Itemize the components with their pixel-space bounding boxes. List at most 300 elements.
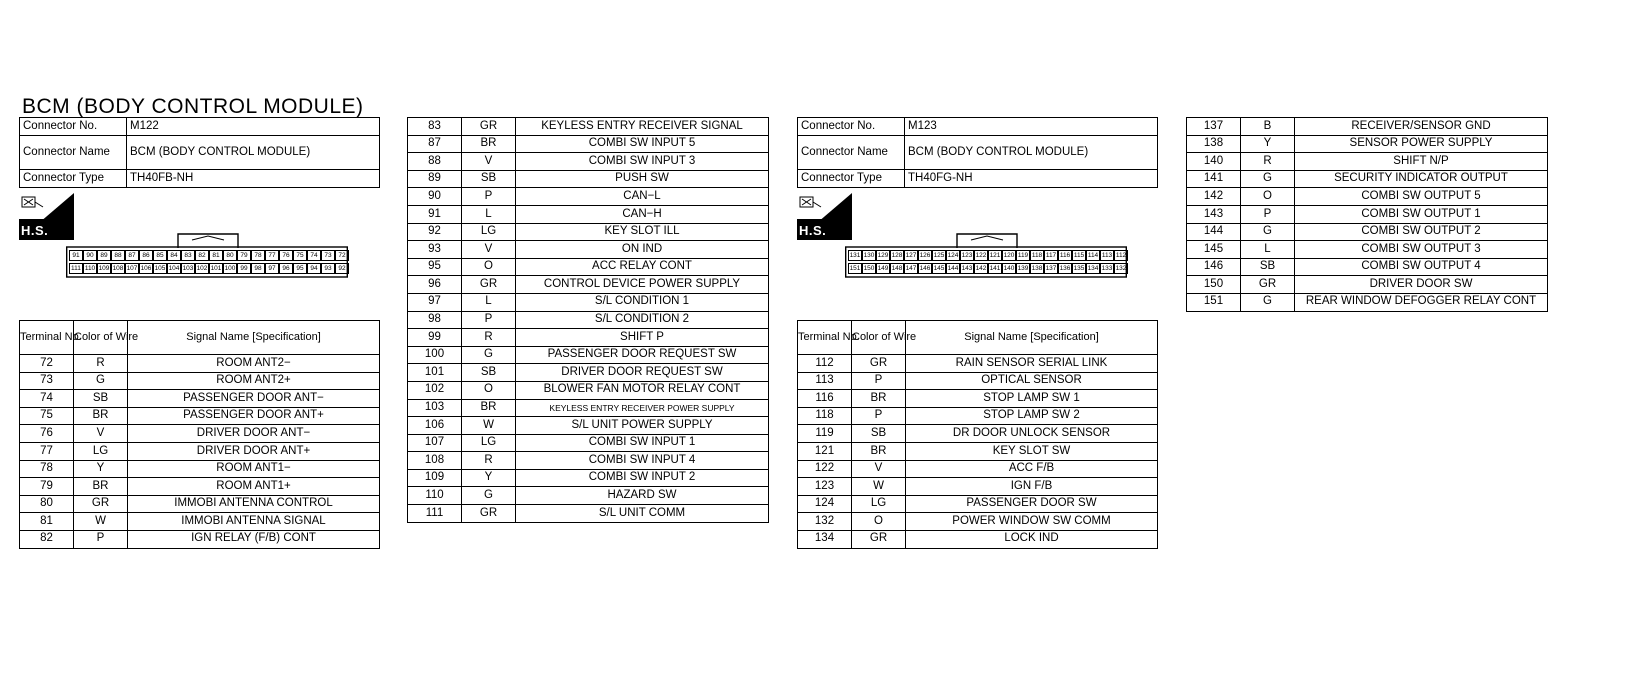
table-row <box>20 372 380 390</box>
pin-cavity: 101 <box>210 265 222 272</box>
terminal-cell: 81 <box>20 513 74 531</box>
terminal-cell: 142 <box>1187 188 1241 206</box>
pin-cavity: 117 <box>1045 252 1057 259</box>
pin-cavity: 97 <box>265 263 279 274</box>
table-row <box>1187 223 1548 241</box>
hs-logo-m123 <box>797 193 852 240</box>
table-row <box>20 495 380 513</box>
connector-no-row <box>798 118 1158 136</box>
wire-color-cell: GR <box>462 505 516 523</box>
connector-face-m123 <box>845 232 1127 278</box>
table-row <box>798 478 1158 496</box>
connector-name-value: BCM (BODY CONTROL MODULE) <box>905 136 1158 170</box>
table-row <box>408 293 769 311</box>
pin-cavity: 138 <box>1031 265 1043 272</box>
terminal-cell: 78 <box>20 460 74 478</box>
pin-cavity: 99 <box>237 263 251 274</box>
signal-cell: DR DOOR UNLOCK SENSOR <box>906 425 1158 443</box>
wire-color-cell: SB <box>1241 258 1295 276</box>
terminal-cell: 138 <box>1187 135 1241 153</box>
wire-color-cell: G <box>1241 170 1295 188</box>
table-row <box>408 205 769 223</box>
table-row <box>798 407 1158 425</box>
wire-color-cell: SB <box>462 170 516 188</box>
signal-cell: ACC F/B <box>906 460 1158 478</box>
pin-cavity: 125 <box>933 252 945 259</box>
terminal-cell: 93 <box>408 241 462 259</box>
wire-color-cell: V <box>74 425 128 443</box>
wire-color-cell: R <box>74 355 128 373</box>
pin-cavity: 96 <box>279 263 293 274</box>
connector-info-m123 <box>797 117 1158 188</box>
terminal-cell: 72 <box>20 355 74 373</box>
table-row <box>1187 241 1548 259</box>
wire-color-cell: Y <box>74 460 128 478</box>
connector-type-row <box>20 170 380 188</box>
terminal-cell: 100 <box>408 346 462 364</box>
signal-cell: ROOM ANT2− <box>128 355 380 373</box>
terminal-cell: 95 <box>408 258 462 276</box>
pin-cavity: 113 <box>1101 252 1113 259</box>
connector-name-label: Connector Name <box>20 136 127 170</box>
terminal-cell: 121 <box>798 442 852 460</box>
signal-cell: S/L CONDITION 1 <box>516 293 769 311</box>
pin-cavity: 118 <box>1031 252 1043 259</box>
wire-color-cell: GR <box>852 530 906 548</box>
pin-cavity: 84 <box>167 250 181 261</box>
pin-cavity: 103 <box>182 265 194 272</box>
signal-cell: PASSENGER DOOR ANT+ <box>128 407 380 425</box>
pin-cavity: 73 <box>321 250 335 261</box>
pin-cavity: 83 <box>181 250 195 261</box>
pin-cavity: 130 <box>863 252 875 259</box>
signal-cell: COMBI SW INPUT 1 <box>516 434 769 452</box>
wire-color-cell: P <box>1241 205 1295 223</box>
wire-color-cell: SB <box>74 390 128 408</box>
connector-row-bottom <box>69 263 349 274</box>
terminal-cell: 123 <box>798 478 852 496</box>
table-row <box>1187 135 1548 153</box>
hs-label: H.S. <box>21 223 49 238</box>
table-header <box>798 321 1158 355</box>
table-row <box>408 276 769 294</box>
pin-cavity: 126 <box>919 252 931 259</box>
table-row <box>1187 188 1548 206</box>
pin-cavity: 151 <box>849 265 861 272</box>
wire-color-cell: L <box>462 205 516 223</box>
terminal-cell: 132 <box>798 513 852 531</box>
pin-cavity: 72 <box>335 250 349 261</box>
pin-table-m122-a <box>19 320 380 549</box>
wire-color-cell: LG <box>74 442 128 460</box>
terminal-cell: 91 <box>408 205 462 223</box>
signal-cell: PASSENGER DOOR ANT− <box>128 390 380 408</box>
wire-color-cell: LG <box>462 223 516 241</box>
pin-cavity: 119 <box>1017 252 1029 259</box>
pin-cavity: 114 <box>1087 252 1099 259</box>
wire-color-cell: LG <box>852 495 906 513</box>
wire-color-cell: GR <box>852 355 906 373</box>
terminal-cell: 141 <box>1187 170 1241 188</box>
table-row <box>408 329 769 347</box>
signal-cell: KEYLESS ENTRY RECEIVER POWER SUPPLY <box>516 399 769 417</box>
wire-color-cell: R <box>462 329 516 347</box>
table-row <box>20 530 380 548</box>
table-row <box>20 478 380 496</box>
wire-color-cell: P <box>852 407 906 425</box>
table-row <box>1187 276 1548 294</box>
terminal-cell: 103 <box>408 399 462 417</box>
pin-cavity: 85 <box>153 250 167 261</box>
pin-cavity: 148 <box>891 265 903 272</box>
signal-cell: COMBI SW INPUT 5 <box>516 135 769 153</box>
connector-type-label: Connector Type <box>798 170 905 188</box>
connector-no-row <box>20 118 380 136</box>
table-row <box>1187 118 1548 136</box>
signal-cell: RAIN SENSOR SERIAL LINK <box>906 355 1158 373</box>
table-row <box>20 390 380 408</box>
table-row <box>1187 293 1548 311</box>
pin-cavity: 111 <box>69 263 83 274</box>
pin-cavity: 89 <box>97 250 111 261</box>
signal-cell: RECEIVER/SENSOR GND <box>1295 118 1548 136</box>
signal-cell: SHIFT P <box>516 329 769 347</box>
header-color: Color of Wire <box>852 321 906 355</box>
table-row <box>408 487 769 505</box>
table-row <box>408 311 769 329</box>
wire-color-cell: P <box>74 530 128 548</box>
terminal-cell: 151 <box>1187 293 1241 311</box>
signal-cell: KEY SLOT SW <box>906 442 1158 460</box>
pin-cavity: 78 <box>251 250 265 261</box>
wire-color-cell: P <box>852 372 906 390</box>
signal-cell: DRIVER DOOR REQUEST SW <box>516 364 769 382</box>
pin-cavity: 100 <box>224 265 236 272</box>
wire-color-cell: P <box>462 188 516 206</box>
pin-cavity: 74 <box>307 250 321 261</box>
signal-cell: COMBI SW INPUT 2 <box>516 469 769 487</box>
signal-cell: ACC RELAY CONT <box>516 258 769 276</box>
table-row <box>20 425 380 443</box>
wire-color-cell: SB <box>852 425 906 443</box>
hs-label: H.S. <box>799 223 827 238</box>
pin-cavity: 106 <box>140 265 152 272</box>
terminal-cell: 116 <box>798 390 852 408</box>
pin-cavity: 142 <box>975 265 987 272</box>
pin-cavity: 91 <box>69 250 83 261</box>
terminal-cell: 143 <box>1187 205 1241 223</box>
wire-color-cell: BR <box>74 478 128 496</box>
terminal-cell: 75 <box>20 407 74 425</box>
table-row <box>408 135 769 153</box>
signal-cell: COMBI SW OUTPUT 2 <box>1295 223 1548 241</box>
pin-cavity: 86 <box>139 250 153 261</box>
signal-cell: KEYLESS ENTRY RECEIVER SIGNAL <box>516 118 769 136</box>
terminal-cell: 140 <box>1187 153 1241 171</box>
signal-cell: ROOM ANT2+ <box>128 372 380 390</box>
table-row <box>20 460 380 478</box>
pin-cavity: 131 <box>849 252 861 259</box>
terminal-cell: 112 <box>798 355 852 373</box>
harness-icon <box>800 197 821 207</box>
terminal-cell: 99 <box>408 329 462 347</box>
pin-cavity: 146 <box>919 265 931 272</box>
table-row <box>408 505 769 523</box>
wire-color-cell: GR <box>1241 276 1295 294</box>
wire-color-cell: SB <box>462 364 516 382</box>
terminal-cell: 80 <box>20 495 74 513</box>
signal-cell: S/L CONDITION 2 <box>516 311 769 329</box>
header-signal: Signal Name [Specification] <box>128 321 380 355</box>
pin-cavity: 149 <box>877 265 889 272</box>
connector-row-bottom <box>848 263 1128 274</box>
connector-type-label: Connector Type <box>20 170 127 188</box>
terminal-cell: 79 <box>20 478 74 496</box>
terminal-cell: 150 <box>1187 276 1241 294</box>
connector-type-value: TH40FB-NH <box>127 170 380 188</box>
table-row <box>408 381 769 399</box>
table-row <box>798 513 1158 531</box>
wire-color-cell: O <box>462 381 516 399</box>
pin-cavity: 105 <box>154 265 166 272</box>
signal-cell: PASSENGER DOOR REQUEST SW <box>516 346 769 364</box>
signal-cell: ON IND <box>516 241 769 259</box>
terminal-cell: 88 <box>408 153 462 171</box>
table-row <box>1187 258 1548 276</box>
terminal-cell: 102 <box>408 381 462 399</box>
header-color: Color of Wire <box>74 321 128 355</box>
signal-cell: POWER WINDOW SW COMM <box>906 513 1158 531</box>
terminal-cell: 107 <box>408 434 462 452</box>
signal-cell: COMBI SW OUTPUT 4 <box>1295 258 1548 276</box>
table-row <box>408 434 769 452</box>
wire-color-cell: BR <box>852 390 906 408</box>
signal-cell: BLOWER FAN MOTOR RELAY CONT <box>516 381 769 399</box>
connector-type-row <box>798 170 1158 188</box>
table-row <box>20 442 380 460</box>
signal-cell: IMMOBI ANTENNA SIGNAL <box>128 513 380 531</box>
terminal-cell: 108 <box>408 452 462 470</box>
terminal-cell: 73 <box>20 372 74 390</box>
signal-cell: S/L UNIT COMM <box>516 505 769 523</box>
table-row <box>1187 205 1548 223</box>
table-row <box>20 355 380 373</box>
pin-cavity: 79 <box>237 250 251 261</box>
header-terminal: Terminal No. <box>798 321 852 355</box>
connector-row-top <box>69 250 349 261</box>
signal-cell: LOCK IND <box>906 530 1158 548</box>
terminal-cell: 106 <box>408 417 462 435</box>
signal-cell: PASSENGER DOOR SW <box>906 495 1158 513</box>
pin-cavity: 144 <box>947 265 959 272</box>
pin-cavity: 143 <box>961 265 973 272</box>
pin-cavity: 133 <box>1101 265 1113 272</box>
table-row <box>20 513 380 531</box>
pin-table-m122-b <box>407 117 769 523</box>
signal-cell: KEY SLOT ILL <box>516 223 769 241</box>
terminal-cell: 96 <box>408 276 462 294</box>
terminal-cell: 82 <box>20 530 74 548</box>
wire-color-cell: W <box>74 513 128 531</box>
wire-color-cell: GR <box>74 495 128 513</box>
terminal-cell: 110 <box>408 487 462 505</box>
signal-cell: COMBI SW INPUT 3 <box>516 153 769 171</box>
connector-no-value: M122 <box>127 118 380 136</box>
pin-cavity: 116 <box>1059 252 1071 259</box>
signal-cell: ROOM ANT1− <box>128 460 380 478</box>
wire-color-cell: BR <box>462 135 516 153</box>
terminal-cell: 87 <box>408 135 462 153</box>
table-row <box>798 460 1158 478</box>
terminal-cell: 97 <box>408 293 462 311</box>
terminal-cell: 119 <box>798 425 852 443</box>
table-row <box>798 442 1158 460</box>
terminal-cell: 109 <box>408 469 462 487</box>
table-row <box>408 223 769 241</box>
terminal-cell: 122 <box>798 460 852 478</box>
pin-cavity: 128 <box>891 252 903 259</box>
terminal-cell: 124 <box>798 495 852 513</box>
pin-cavity: 80 <box>223 250 237 261</box>
signal-cell: STOP LAMP SW 1 <box>906 390 1158 408</box>
signal-cell: ROOM ANT1+ <box>128 478 380 496</box>
pin-cavity: 137 <box>1045 265 1057 272</box>
connector-face-m122 <box>66 232 348 278</box>
wire-color-cell: Y <box>1241 135 1295 153</box>
pin-cavity: 110 <box>84 265 96 272</box>
table-row <box>798 355 1158 373</box>
pin-cavity: 92 <box>335 263 349 274</box>
table-row <box>408 417 769 435</box>
terminal-cell: 134 <box>798 530 852 548</box>
table-row <box>1187 170 1548 188</box>
pin-cavity: 112 <box>1115 252 1127 259</box>
wire-color-cell: R <box>462 452 516 470</box>
connector-no-value: M123 <box>905 118 1158 136</box>
terminal-cell: 98 <box>408 311 462 329</box>
wire-color-cell: GR <box>462 276 516 294</box>
terminal-cell: 92 <box>408 223 462 241</box>
table-row <box>408 170 769 188</box>
pin-cavity: 93 <box>321 263 335 274</box>
pin-cavity: 76 <box>279 250 293 261</box>
pin-cavity: 121 <box>989 252 1001 259</box>
pin-cavity: 81 <box>209 250 223 261</box>
pin-cavity: 87 <box>125 250 139 261</box>
wire-color-cell: L <box>1241 241 1295 259</box>
signal-cell: PUSH SW <box>516 170 769 188</box>
signal-cell: SECURITY INDICATOR OUTPUT <box>1295 170 1548 188</box>
pin-cavity: 108 <box>112 265 124 272</box>
table-row <box>20 407 380 425</box>
wire-color-cell: R <box>1241 153 1295 171</box>
pin-cavity: 135 <box>1073 265 1085 272</box>
signal-cell: COMBI SW INPUT 4 <box>516 452 769 470</box>
table-row <box>798 495 1158 513</box>
signal-cell: SHIFT N/P <box>1295 153 1548 171</box>
signal-cell: CAN−L <box>516 188 769 206</box>
connector-type-value: TH40FG-NH <box>905 170 1158 188</box>
table-row <box>408 153 769 171</box>
wire-color-cell: BR <box>462 399 516 417</box>
wire-color-cell: O <box>462 258 516 276</box>
terminal-cell: 144 <box>1187 223 1241 241</box>
table-row <box>798 425 1158 443</box>
pin-cavity: 129 <box>877 252 889 259</box>
pin-cavity: 88 <box>111 250 125 261</box>
wire-color-cell: W <box>462 417 516 435</box>
pin-cavity: 115 <box>1073 252 1085 259</box>
wire-color-cell: V <box>852 460 906 478</box>
terminal-cell: 77 <box>20 442 74 460</box>
pin-cavity: 124 <box>947 252 959 259</box>
wire-color-cell: BR <box>74 407 128 425</box>
table-row <box>408 399 769 417</box>
wire-color-cell: G <box>74 372 128 390</box>
terminal-cell: 111 <box>408 505 462 523</box>
signal-cell: CONTROL DEVICE POWER SUPPLY <box>516 276 769 294</box>
wire-color-cell: LG <box>462 434 516 452</box>
table-row <box>408 241 769 259</box>
signal-cell: COMBI SW OUTPUT 1 <box>1295 205 1548 223</box>
pin-cavity: 147 <box>905 265 917 272</box>
signal-cell: IGN F/B <box>906 478 1158 496</box>
table-row <box>798 530 1158 548</box>
wire-color-cell: B <box>1241 118 1295 136</box>
pin-cavity: 136 <box>1059 265 1071 272</box>
wire-color-cell: W <box>852 478 906 496</box>
signal-cell: COMBI SW OUTPUT 3 <box>1295 241 1548 259</box>
pin-cavity: 109 <box>98 265 110 272</box>
table-row <box>408 364 769 382</box>
terminal-cell: 118 <box>798 407 852 425</box>
wire-color-cell: GR <box>462 118 516 136</box>
signal-cell: IGN RELAY (F/B) CONT <box>128 530 380 548</box>
wire-color-cell: O <box>852 513 906 531</box>
terminal-cell: 89 <box>408 170 462 188</box>
wire-color-cell: G <box>462 487 516 505</box>
wire-color-cell: L <box>462 293 516 311</box>
pin-cavity: 120 <box>1003 252 1015 259</box>
pin-cavity: 132 <box>1115 265 1127 272</box>
wire-color-cell: V <box>462 241 516 259</box>
terminal-cell: 101 <box>408 364 462 382</box>
terminal-cell: 74 <box>20 390 74 408</box>
pin-cavity: 145 <box>933 265 945 272</box>
pin-cavity: 134 <box>1087 265 1099 272</box>
connector-name-label: Connector Name <box>798 136 905 170</box>
wire-color-cell: V <box>462 153 516 171</box>
pin-cavity: 139 <box>1017 265 1029 272</box>
signal-cell: CAN−H <box>516 205 769 223</box>
wire-color-cell: BR <box>852 442 906 460</box>
signal-cell: DRIVER DOOR SW <box>1295 276 1548 294</box>
terminal-cell: 113 <box>798 372 852 390</box>
harness-icon <box>22 197 43 207</box>
terminal-cell: 76 <box>20 425 74 443</box>
wire-color-cell: G <box>462 346 516 364</box>
connector-row-top <box>848 250 1128 261</box>
table-row <box>408 258 769 276</box>
pin-cavity: 127 <box>905 252 917 259</box>
connector-info-m122 <box>19 117 380 188</box>
table-row <box>798 390 1158 408</box>
header-terminal: Terminal No. <box>20 321 74 355</box>
signal-cell: IMMOBI ANTENNA CONTROL <box>128 495 380 513</box>
table-row <box>798 372 1158 390</box>
signal-cell: SENSOR POWER SUPPLY <box>1295 135 1548 153</box>
pin-cavity: 95 <box>293 263 307 274</box>
